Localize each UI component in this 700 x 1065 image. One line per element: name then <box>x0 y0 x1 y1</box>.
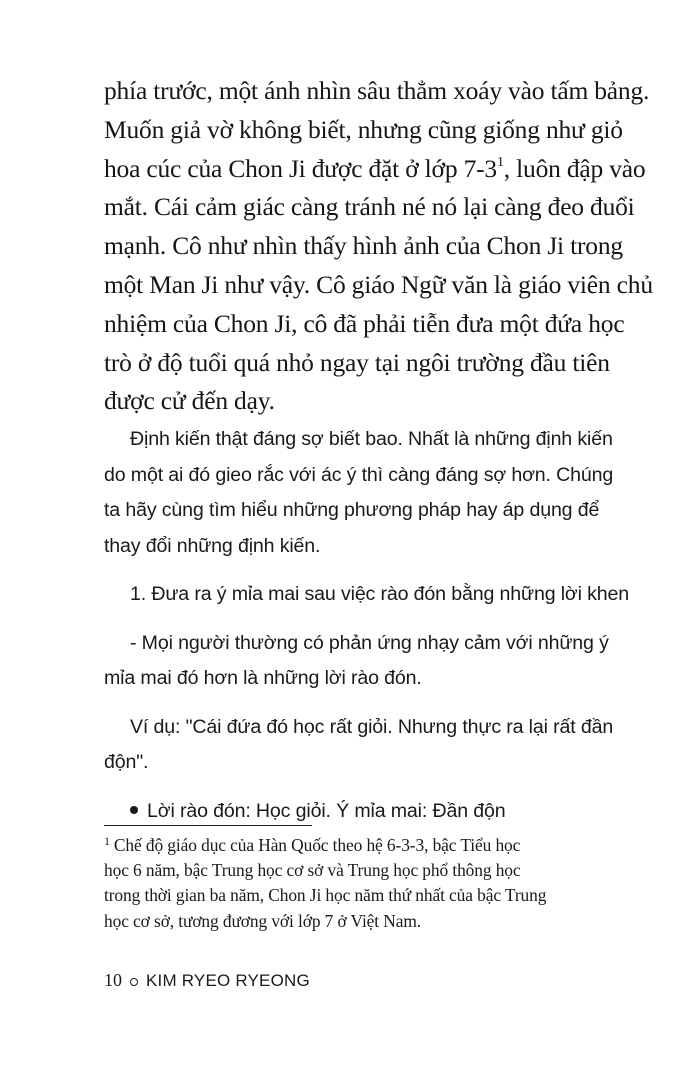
sidebar-example <box>104 710 624 781</box>
footnote-reference: 1 <box>496 154 504 170</box>
footnote-mark: 1 <box>104 834 110 848</box>
page-number: 10 <box>104 970 122 990</box>
sidebar-line: - Mọi người thường có phản ứng nhạy cảm với những ý <box>130 631 609 654</box>
circle-separator-icon <box>130 978 138 986</box>
footnote-line: học 6 năm, bậc Trung học cơ sở và Trung học phổ thông học <box>104 860 521 881</box>
sidebar-line: 1. Đưa ra ý mỉa mai sau việc rào đón bằng những lời khen <box>130 583 630 605</box>
story-line: nhiệm của Chon Ji, cô đã phải tiễn đưa một đứa học <box>104 308 625 338</box>
sidebar-line: mỉa mai đó hơn là những lời rào đón. <box>104 667 422 689</box>
footnote-line: học cơ sở, tương đương với lớp 7 ở Việt Nam. <box>104 910 422 931</box>
page-footer <box>104 970 310 991</box>
sidebar-box <box>104 422 630 842</box>
footnote-line: $^1$ Chế độ giáo dục của Hàn Quốc theo hệ 6-3-3, bậc Tiểu học <box>104 834 521 855</box>
sidebar-line: do một ai đó gieo rắc với ác ý thì càng đáng sợ hơn. Chúng <box>104 463 614 486</box>
author-name: KIM RYEO RYEONG <box>146 971 310 990</box>
sidebar-point-heading <box>104 577 630 613</box>
sidebar-line: Định kiến thật đáng sợ biết bao. Nhất là những định kiến <box>130 428 613 450</box>
story-text <box>104 72 653 421</box>
story-line: phía trước, một ánh nhìn sâu thẳm xoáy vào tấm bảng. <box>104 76 650 105</box>
story-line: Muốn giả vờ không biết, nhưng cũng giống như giỏ <box>104 114 623 144</box>
bullet-icon <box>130 806 138 814</box>
sidebar-bullet <box>104 794 624 830</box>
story-line: một Man Ji như vậy. Cô giáo Ngữ văn là giáo viên chủ <box>104 269 653 299</box>
story-line: mắt. Cái cảm giác càng tránh né nó lại càng đeo đuổi <box>104 192 635 222</box>
footnote-divider <box>104 825 312 826</box>
sidebar-explanation <box>104 626 624 697</box>
sidebar-line: ta hãy cùng tìm hiểu những phương pháp hay áp dụng để <box>104 499 600 521</box>
story-line: mạnh. Cô như nhìn thấy hình ảnh của Chon Ji trong <box>104 231 623 261</box>
sidebar-intro <box>104 422 624 564</box>
story-line: trò ở độ tuổi quá nhỏ ngay tại ngôi trường đầu tiên <box>104 347 610 377</box>
footnote <box>104 833 624 934</box>
sidebar-line: Ví dụ: "Cái đứa đó học rất giỏi. Nhưng thực ra lại rất đần <box>130 715 614 738</box>
footnote-line: trong thời gian ba năm, Chon Ji học năm thứ nhất của bậc Trung <box>104 885 547 906</box>
story-line: hoa cúc của Chon Ji được đặt ở lớp $7-3^1$, luôn đập vào <box>104 153 646 183</box>
sidebar-line: độn". <box>104 751 149 773</box>
story-line: được cử đến dạy. <box>104 386 275 416</box>
sidebar-line: Lời rào đón: Học giỏi. Ý mỉa mai: Đần độn <box>104 794 624 830</box>
sidebar-line: thay đổi những định kiến. <box>104 534 321 557</box>
